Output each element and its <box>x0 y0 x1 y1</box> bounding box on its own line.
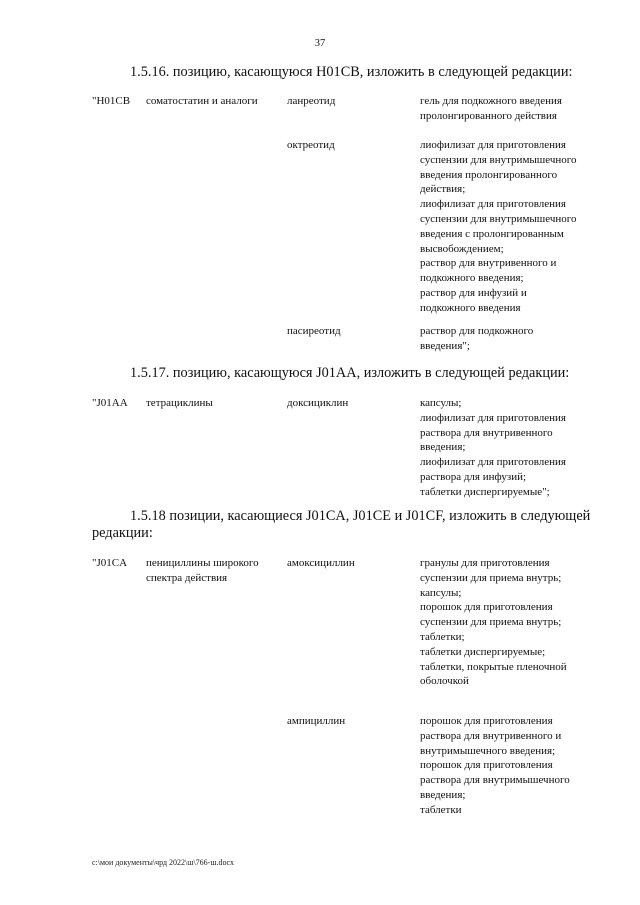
form-line: раствора для внутривенного и <box>420 729 562 742</box>
form-line: введения; <box>420 788 466 801</box>
group-cell: тетрациклины <box>146 397 213 409</box>
drug-cell: амоксициллин <box>287 557 355 569</box>
file-path-footer: c:\мои документы\чрд 2022\ш\766-ш.docx <box>92 858 235 867</box>
atc-code-cell: "J01AA <box>92 397 128 409</box>
form-line: суспензии для приема внутрь; <box>420 571 562 584</box>
page-number: 37 <box>314 38 326 49</box>
form-line: раствора для внутривенного <box>420 426 553 439</box>
forms-cell <box>420 94 612 124</box>
form-line: таблетки диспергируемые"; <box>420 485 550 498</box>
section-heading-1-5-18: 1.5.18 позиции, касающиеся J01CA, J01CE и J01CF, изложить в следующей редакции: <box>92 508 591 541</box>
table-h01cb <box>92 94 612 354</box>
table-row <box>92 714 612 834</box>
form-line: таблетки, покрытые пленочной <box>420 660 567 673</box>
form-line: порошок для приготовления <box>420 601 553 614</box>
forms-cell <box>420 324 612 354</box>
form-line: капсулы; <box>420 397 462 409</box>
form-line: суспензии для приема внутрь; <box>420 616 562 629</box>
form-line: суспензии для внутримышечного <box>420 212 577 225</box>
form-line: введения пролонгированного <box>420 168 558 181</box>
forms-cell <box>420 556 612 689</box>
form-line: раствор для инфузий и <box>420 286 527 299</box>
form-line: действия; <box>420 183 466 196</box>
drug-cell: октреотид <box>287 139 335 151</box>
form-line: раствора для инфузий; <box>420 470 527 483</box>
form-line: таблетки; <box>420 630 465 643</box>
form-line: введения"; <box>420 339 470 352</box>
drug-cell: ампициллин <box>287 715 346 727</box>
group-cell <box>146 556 284 586</box>
table-row <box>92 556 612 714</box>
form-line: подкожного введения; <box>420 272 524 285</box>
form-line: введения; <box>420 441 466 454</box>
form-line: лиофилизат для приготовления <box>420 456 566 469</box>
table-j01aa <box>92 396 612 500</box>
section-heading-1-5-17: 1.5.17. позицию, касающуюся J01AA, изложить в следующей редакции: <box>130 365 570 381</box>
table-row <box>92 396 612 500</box>
form-line: порошок для приготовления <box>420 715 553 727</box>
form-line: лиофилизат для приготовления <box>420 139 566 151</box>
form-line: подкожного введения <box>420 301 521 314</box>
table-row <box>92 94 612 138</box>
form-line: введения с пролонгированным <box>420 227 564 240</box>
group-line: спектра действия <box>146 571 228 584</box>
table-j01ca <box>92 556 612 834</box>
drug-cell: ланреотид <box>287 95 336 107</box>
form-line: раствор для внутривенного и <box>420 257 557 270</box>
form-line: пролонгированного действия <box>420 109 557 122</box>
form-line: раствора для внутримышечного <box>420 774 570 787</box>
form-line: высвобождением; <box>420 242 504 255</box>
form-line: оболочкой <box>420 675 469 688</box>
drug-cell: доксициклин <box>287 397 349 409</box>
atc-code-cell: "H01CB <box>92 95 131 107</box>
form-line: лиофилизат для приготовления <box>420 198 566 211</box>
form-line: капсулы; <box>420 586 462 599</box>
group-cell: соматостатин и аналоги <box>146 95 258 107</box>
group-line: пенициллины широкого <box>146 557 259 569</box>
form-line: суспензии для внутримышечного <box>420 153 577 166</box>
forms-cell <box>420 138 612 316</box>
form-line: внутримышечного введения; <box>420 744 556 757</box>
form-line: лиофилизат для приготовления <box>420 411 566 424</box>
atc-code-cell: "J01CA <box>92 557 128 569</box>
form-line: гранулы для приготовления <box>420 557 550 569</box>
table-row <box>92 324 612 354</box>
section-heading-1-5-16: 1.5.16. позицию, касающуюся Н01СВ, изложить в следующей редакции: <box>130 64 573 80</box>
form-line: раствор для подкожного <box>420 325 534 337</box>
form-line: таблетки <box>420 803 462 816</box>
forms-cell <box>420 714 612 818</box>
form-line: гель для подкожного введения <box>420 95 562 107</box>
forms-cell <box>420 396 612 500</box>
table-row <box>92 138 612 324</box>
form-line: порошок для приготовления <box>420 759 553 772</box>
drug-cell: пасиреотид <box>287 325 341 337</box>
form-line: таблетки диспергируемые; <box>420 645 546 658</box>
